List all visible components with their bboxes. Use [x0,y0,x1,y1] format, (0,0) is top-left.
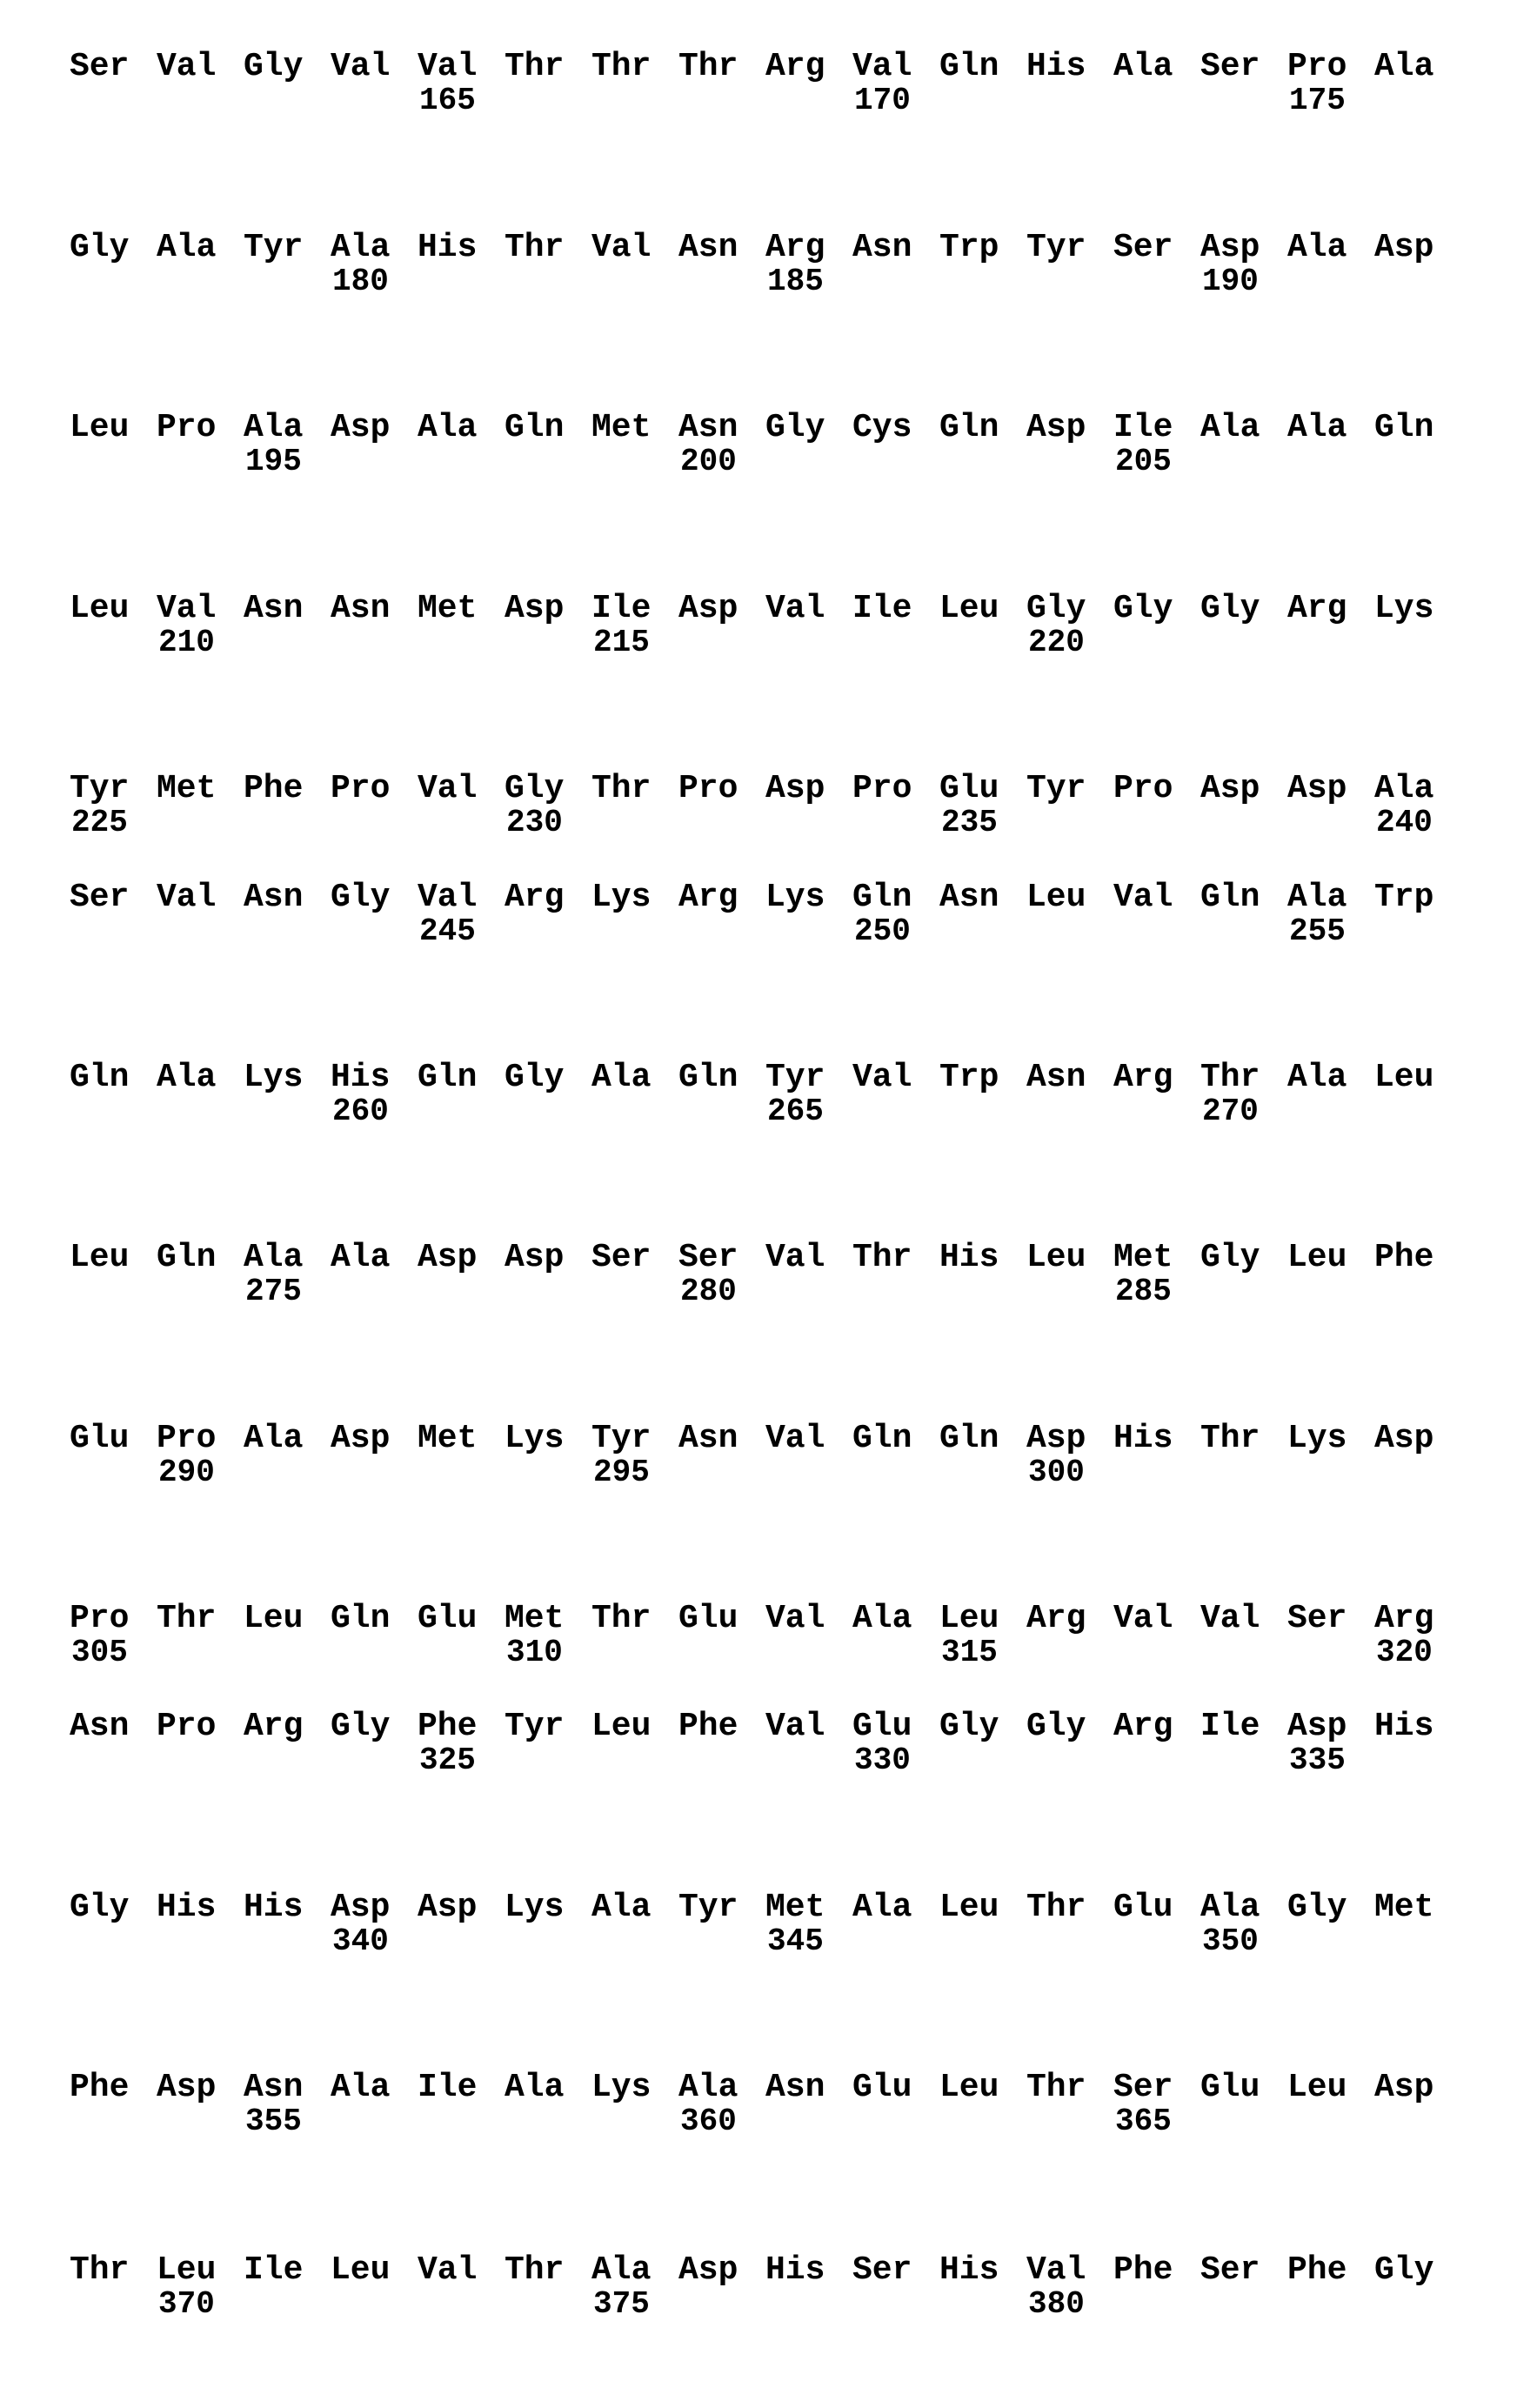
residue: Asp [331,411,390,445]
residue: Leu [939,2071,999,2104]
residue-position-number: 210 [158,627,215,659]
residue: Ala [244,1241,303,1274]
residue: Gln [939,1422,999,1455]
residue: Gly [331,881,390,914]
residue-position-number: 320 [1376,1637,1433,1669]
residue: Val [418,773,477,806]
residue: Arg [1113,1710,1173,1743]
residue: Ala [1374,50,1433,84]
residue: Thr [1026,2071,1086,2104]
residue: Phe [418,1710,477,1743]
residue: Glu [1200,2071,1260,2104]
residue: Phe [1113,2254,1173,2287]
residue: Leu [1287,2071,1347,2104]
residue-position-number: 185 [767,266,824,298]
residue: Lys [244,1061,303,1094]
residue: Pro [852,773,912,806]
residue: Asn [331,592,390,625]
residue: Ala [1200,411,1260,445]
residue-position-number: 300 [1028,1457,1085,1488]
residue: Thr [505,231,564,264]
residue: Val [1200,1602,1260,1635]
residue: Asn [678,1422,738,1455]
residue: Asp [505,1241,564,1274]
residue: Ala [244,411,303,445]
residue: Glu [678,1602,738,1635]
residue: Asp [1374,231,1433,264]
residue: Thr [591,50,651,84]
residue-position-number: 345 [767,1926,824,1957]
residue: Phe [244,773,303,806]
residue: Gly [1200,1241,1260,1274]
residue: Tyr [678,1891,738,1924]
residue-position-number: 370 [158,2289,215,2320]
residue: Asp [157,2071,216,2104]
residue: Asp [1200,773,1260,806]
residue: Ala [1200,1891,1260,1924]
residue-position-number: 240 [1376,807,1433,839]
residue: Asn [1026,1061,1086,1094]
residue: Val [765,1602,825,1635]
residue: Val [418,50,477,84]
residue: Ser [1113,231,1173,264]
residue: Lys [505,1891,564,1924]
residue: Gly [505,773,564,806]
residue: Ala [1374,773,1433,806]
residue-position-number: 335 [1289,1745,1346,1776]
residue: Leu [157,2254,216,2287]
residue: Lys [765,881,825,914]
residue: Ala [1287,231,1347,264]
residue: Ser [678,1241,738,1274]
residue: Ser [70,881,129,914]
residue: Asp [505,592,564,625]
residue: Gly [765,411,825,445]
residue: Gly [1026,592,1086,625]
residue: Val [852,50,912,84]
residue-position-number: 270 [1202,1096,1259,1127]
residue: Lys [1374,592,1433,625]
residue: Tyr [765,1061,825,1094]
residue: Ala [244,1422,303,1455]
residue: Met [1113,1241,1173,1274]
residue: Lys [591,2071,651,2104]
residue: Trp [939,231,999,264]
residue-position-number: 315 [941,1637,998,1669]
residue: Gln [505,411,564,445]
residue: Ser [1200,2254,1260,2287]
residue-position-number: 235 [941,807,998,839]
residue: Gly [1200,592,1260,625]
residue: Ala [157,231,216,264]
residue: Asp [1026,411,1086,445]
residue: His [1374,1710,1433,1743]
residue: Tyr [244,231,303,264]
residue: Gln [1200,881,1260,914]
residue: Met [418,592,477,625]
residue: Gly [1287,1891,1347,1924]
residue: Pro [157,1710,216,1743]
residue: Asn [244,592,303,625]
residue: Ala [418,411,477,445]
residue: Leu [1026,881,1086,914]
residue: Lys [1287,1422,1347,1455]
residue: Asp [418,1241,477,1274]
residue: Pro [678,773,738,806]
residue: Ile [591,592,651,625]
residue-position-number: 330 [854,1745,911,1776]
residue-position-number: 175 [1289,85,1346,117]
residue: Ala [591,2254,651,2287]
residue: Phe [70,2071,129,2104]
residue: Val [765,592,825,625]
residue-position-number: 325 [419,1745,476,1776]
residue-position-number: 220 [1028,627,1085,659]
residue-position-number: 195 [245,446,302,478]
residue-position-number: 215 [593,627,650,659]
residue: His [244,1891,303,1924]
residue: Glu [70,1422,129,1455]
residue: His [1026,50,1086,84]
residue-position-number: 360 [680,2106,737,2137]
residue-position-number: 290 [158,1457,215,1488]
residue: His [939,2254,999,2287]
residue: Asn [678,231,738,264]
residue: Ala [591,1061,651,1094]
residue: Gln [939,411,999,445]
residue: Leu [1374,1061,1433,1094]
residue: Val [765,1710,825,1743]
residue: Asn [70,1710,129,1743]
residue: Gly [1113,592,1173,625]
residue: Ala [1287,1061,1347,1094]
residue: Asp [1374,1422,1433,1455]
residue: Asn [244,881,303,914]
residue: Val [765,1422,825,1455]
residue: Gln [157,1241,216,1274]
residue: Arg [1113,1061,1173,1094]
residue: Thr [678,50,738,84]
residue: Arg [765,231,825,264]
residue-position-number: 375 [593,2289,650,2320]
residue: Arg [1287,592,1347,625]
residue-position-number: 295 [593,1457,650,1488]
residue: Asp [1026,1422,1086,1455]
residue-position-number: 285 [1115,1276,1172,1308]
residue: Ile [418,2071,477,2104]
residue: Trp [1374,881,1433,914]
residue: Ile [244,2254,303,2287]
residue: Asp [765,773,825,806]
residue: Ser [1200,50,1260,84]
residue: Leu [1026,1241,1086,1274]
residue: Asn [765,2071,825,2104]
residue: Pro [157,1422,216,1455]
residue: Ser [70,50,129,84]
residue: Ala [591,1891,651,1924]
residue: Leu [70,592,129,625]
residue: Pro [1113,773,1173,806]
residue: Gln [852,1422,912,1455]
residue: Ala [505,2071,564,2104]
residue-position-number: 205 [1115,446,1172,478]
residue: Asp [418,1891,477,1924]
residue: Gly [331,1710,390,1743]
residue: His [1113,1422,1173,1455]
residue: Pro [331,773,390,806]
residue: Asp [1200,231,1260,264]
residue: Asn [678,411,738,445]
residue-position-number: 165 [419,85,476,117]
residue: Pro [70,1602,129,1635]
residue: Asn [852,231,912,264]
residue-position-number: 350 [1202,1926,1259,1957]
residue-position-number: 310 [506,1637,563,1669]
residue: Leu [939,1891,999,1924]
residue: Glu [939,773,999,806]
residue: Val [157,592,216,625]
residue: Gly [70,231,129,264]
residue: Gln [1374,411,1433,445]
residue: Val [1113,1602,1173,1635]
residue: Gln [939,50,999,84]
residue-position-number: 230 [506,807,563,839]
residue: Leu [939,1602,999,1635]
residue-position-number: 380 [1028,2289,1085,2320]
residue: Ser [852,2254,912,2287]
residue: Phe [678,1710,738,1743]
residue: Met [505,1602,564,1635]
residue: Gly [1026,1710,1086,1743]
residue-position-number: 170 [854,85,911,117]
residue: Val [331,50,390,84]
residue: Arg [244,1710,303,1743]
residue: Val [1113,881,1173,914]
residue: Pro [157,411,216,445]
residue: Met [157,773,216,806]
residue: Glu [1113,1891,1173,1924]
residue: Tyr [1026,773,1086,806]
residue: Thr [70,2254,129,2287]
residue: Thr [1026,1891,1086,1924]
residue: Arg [765,50,825,84]
residue: His [418,231,477,264]
residue-position-number: 265 [767,1096,824,1127]
residue: Thr [157,1602,216,1635]
residue-position-number: 275 [245,1276,302,1308]
residue: Arg [678,881,738,914]
residue: Glu [418,1602,477,1635]
residue-position-number: 180 [332,266,389,298]
residue: Ala [1113,50,1173,84]
residue: Ala [1287,881,1347,914]
residue: Leu [1287,1241,1347,1274]
residue: Ala [331,1241,390,1274]
residue: Ala [331,231,390,264]
residue: Asn [244,2071,303,2104]
residue-position-number: 200 [680,446,737,478]
residue: Thr [591,1602,651,1635]
residue: Tyr [70,773,129,806]
residue: Ser [1113,2071,1173,2104]
residue: Asp [1374,2071,1433,2104]
residue: Gln [331,1602,390,1635]
residue: Arg [1026,1602,1086,1635]
residue-position-number: 365 [1115,2106,1172,2137]
residue: Ser [591,1241,651,1274]
residue: Gly [70,1891,129,1924]
residue: Val [157,50,216,84]
residue: Gln [678,1061,738,1094]
residue-position-number: 340 [332,1926,389,1957]
residue: Asp [678,2254,738,2287]
residue: Tyr [505,1710,564,1743]
residue: Thr [1200,1061,1260,1094]
residue: Val [591,231,651,264]
residue: Arg [1374,1602,1433,1635]
residue: Thr [1200,1422,1260,1455]
residue: Leu [591,1710,651,1743]
residue: Leu [244,1602,303,1635]
residue: Met [765,1891,825,1924]
residue: Val [418,2254,477,2287]
residue: Ser [1287,1602,1347,1635]
residue: Ile [852,592,912,625]
residue: Met [591,411,651,445]
residue: Tyr [1026,231,1086,264]
residue: Ala [1287,411,1347,445]
residue: Gly [939,1710,999,1743]
residue: Pro [1287,50,1347,84]
residue-position-number: 305 [71,1637,128,1669]
residue: Met [418,1422,477,1455]
residue: Ala [157,1061,216,1094]
residue: Val [418,881,477,914]
residue: Cys [852,411,912,445]
residue: Leu [70,1241,129,1274]
residue: Lys [591,881,651,914]
residue: Asp [678,592,738,625]
residue-position-number: 225 [71,807,128,839]
residue-position-number: 255 [1289,916,1346,947]
residue-position-number: 355 [245,2106,302,2137]
residue: Phe [1287,2254,1347,2287]
residue: Glu [852,2071,912,2104]
residue: Asp [331,1422,390,1455]
residue: Asn [939,881,999,914]
residue: Ala [678,2071,738,2104]
residue: Leu [70,411,129,445]
residue-position-number: 250 [854,916,911,947]
residue: His [939,1241,999,1274]
residue: His [765,2254,825,2287]
residue: Asp [1287,773,1347,806]
residue: Lys [505,1422,564,1455]
residue: Thr [505,2254,564,2287]
residue: Val [765,1241,825,1274]
residue: His [331,1061,390,1094]
residue: Val [1026,2254,1086,2287]
residue: Phe [1374,1241,1433,1274]
residue-position-number: 280 [680,1276,737,1308]
residue: Ala [852,1602,912,1635]
residue: Thr [505,50,564,84]
residue: Gly [1374,2254,1433,2287]
residue: Arg [505,881,564,914]
residue: Ala [852,1891,912,1924]
residue: Ile [1113,411,1173,445]
residue: Tyr [591,1422,651,1455]
residue: Gln [70,1061,129,1094]
residue: Thr [591,773,651,806]
residue: Gly [244,50,303,84]
residue: Leu [939,592,999,625]
residue: Val [157,881,216,914]
residue-position-number: 260 [332,1096,389,1127]
residue: Gly [505,1061,564,1094]
residue: Leu [331,2254,390,2287]
residue: Thr [852,1241,912,1274]
residue: Val [852,1061,912,1094]
residue: Ala [331,2071,390,2104]
residue: Gln [852,881,912,914]
residue: Ile [1200,1710,1260,1743]
residue: Gln [418,1061,477,1094]
residue: Asp [331,1891,390,1924]
residue: Met [1374,1891,1433,1924]
residue-position-number: 245 [419,916,476,947]
residue: Glu [852,1710,912,1743]
residue: Asp [1287,1710,1347,1743]
residue-position-number: 190 [1202,266,1259,298]
residue: Trp [939,1061,999,1094]
residue: His [157,1891,216,1924]
